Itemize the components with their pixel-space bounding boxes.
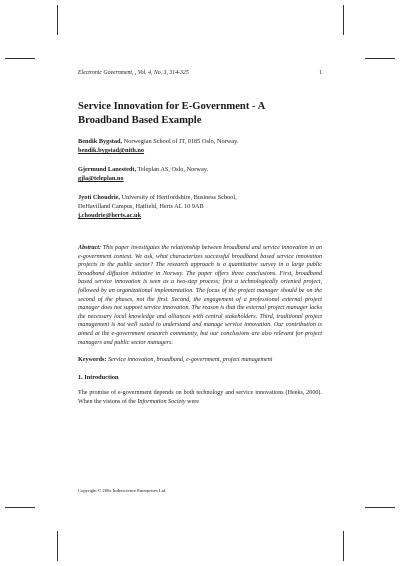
- author-2: [78, 165, 322, 183]
- crop-mark: [343, 5, 344, 35]
- author-name: Gjermund Lanestedt,: [78, 166, 137, 173]
- keywords: [78, 356, 322, 365]
- author-email-link[interactable]: gjla@teleplan.no: [78, 175, 124, 182]
- author-1: [78, 137, 322, 155]
- author-affiliation: DeHavilland Campus, Hatfield, Herts AL 10 9AB: [78, 203, 204, 210]
- crop-mark: [5, 58, 35, 59]
- copyright-notice: Copyright © 200x Inderscience Enterprises Ltd.: [78, 488, 167, 493]
- paper-page: [78, 70, 322, 407]
- keywords-text: Service innovation, broadband, e-government, project management: [106, 357, 273, 364]
- author-affiliation: Norwegian School of IT, 0185 Oslo, Norway.: [123, 138, 239, 145]
- crop-mark: [5, 507, 35, 508]
- abstract-text: This paper investigates the relationship between broadband and service innovation in an e-government context. We ask, what characterizes successful broadband based service innovation projects in the public sector? The research approach is a quantitative survey in a large public broadband diffusion initiative in Norway. The paper offers three conclusions. First, broadband based service innovation is seen as a two-step process; first a technologically oriented project, followed by an organizational implementation. The focus of the project manager should be on the second of the phases, not the first. Second, the engagement of a professional external project manager does not support service innovation. The reason is that the external project manager lacks the necessary local knowledge and alliances with central stakeholders. Third, traditional project management is not well suited to understand and manage service innovation. Our contribution is aimed at the e-government research community, but our conclusions are also relevant for project managers and public sector managers.: [78, 245, 322, 346]
- journal-citation: Electronic Government, , Vol. 4, No. 3, 314-325: [78, 70, 189, 76]
- crop-mark: [343, 531, 344, 561]
- section-heading: 1. Introduction: [78, 373, 119, 381]
- running-header: [78, 70, 322, 76]
- author-email-link[interactable]: j.choudrie@herts.ac.uk: [78, 212, 142, 219]
- author-3: [78, 193, 322, 220]
- abstract: [78, 244, 322, 347]
- author-name: Jyoti Choudrie,: [78, 194, 120, 201]
- crop-mark: [365, 507, 395, 508]
- crop-mark: [365, 58, 395, 59]
- author-email-link[interactable]: bendik.bygstad@nith.no: [78, 147, 145, 154]
- keywords-label: Keywords:: [78, 357, 107, 364]
- page-number: 1: [319, 70, 322, 76]
- crop-mark: [57, 5, 58, 35]
- crop-mark: [57, 531, 58, 561]
- author-name: Bendik Bygstad,: [78, 138, 123, 145]
- author-affiliation: University of Hertfordshire, Business School,: [121, 194, 237, 201]
- author-affiliation: Teleplan AS, Oslo, Norway.: [137, 166, 209, 173]
- abstract-label: Abstract:: [78, 245, 102, 251]
- intro-paragraph: The promise of e-government depends on both technology and service innovations (Heeks, 2000). When the visions of the Information Society were: [78, 389, 322, 405]
- paper-title: Service Innovation for E-Government - A Broadband Based Example: [78, 101, 266, 126]
